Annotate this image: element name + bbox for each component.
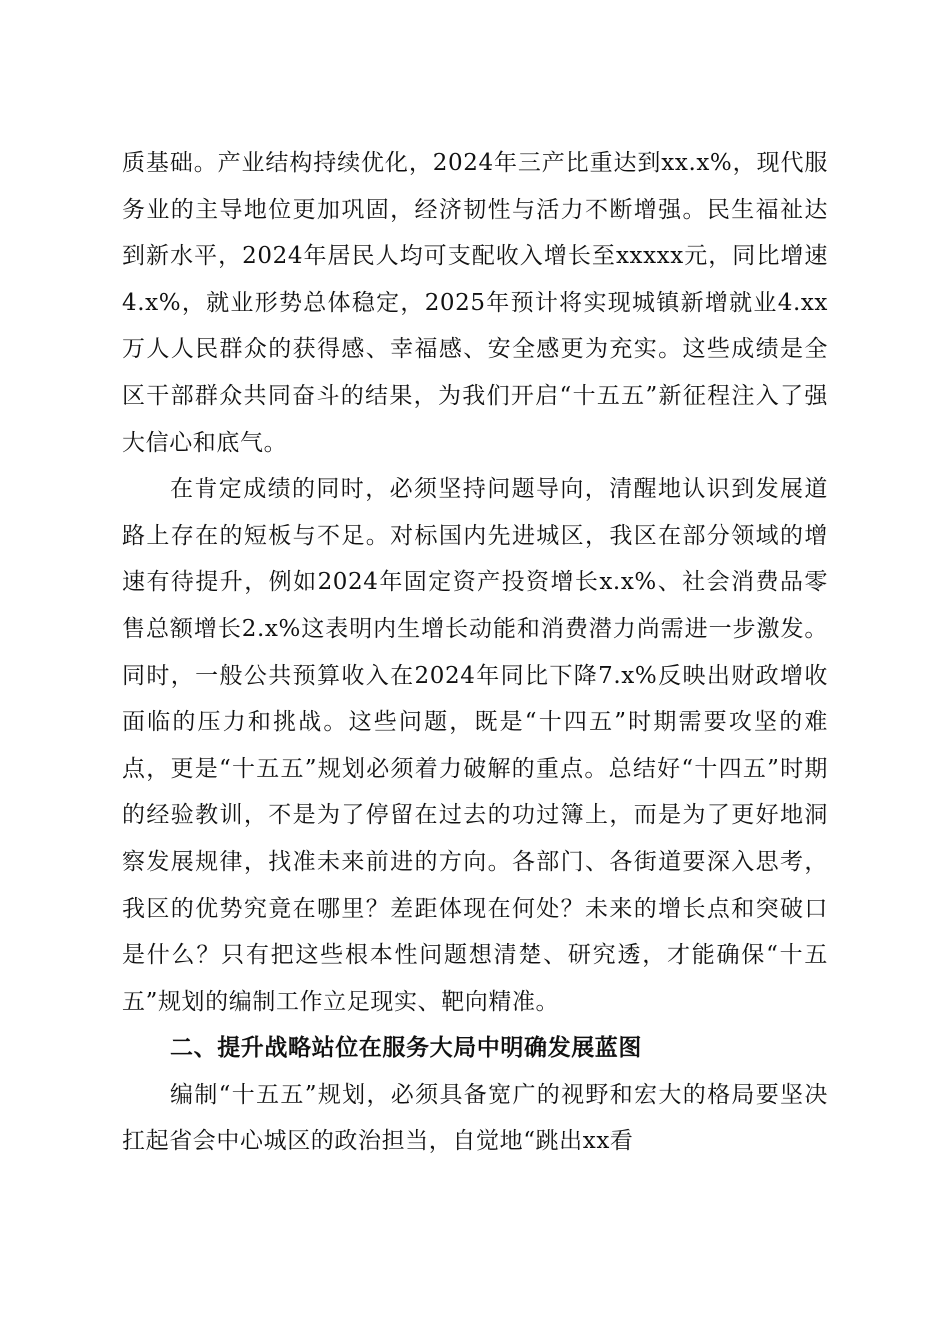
section-heading: 二、提升战略站位在服务大局中明确发展蓝图 <box>170 1035 642 1062</box>
paragraph-problems: 在肯定成绩的同时，必须坚持问题导向，清醒地认识到发展道路上存在的短板与不足。对标国内先进城区，我区在部分领域的增速有待提升，例如2024年固定资产投资增长x.x%、社会消费品零售总额增长2.x%这表明内生增长动能和消费潜力尚需进一步激发。同时，一般公共预算收入在2024年同比下降7.x%反映出财政增收面临的压力和挑战。这些问题，既是“十四五”时期需要攻坚的难点，更是“十五五”规划必须着力破解的重点。总结好“十四五”时期的经验教训，不是为了停留在过去的功过簿上，而是为了更好地洞察发展规律，找准未来前进的方向。各部门、各街道要深入思考，我区的优势究竟在哪里？差距体现在何处？未来的增长点和突破口是什么？只有把这些根本性问题想清楚、研究透，才能确保“十五五”规划的编制工作立足现实、靶向精准。 <box>122 476 828 1015</box>
paragraph-strategy: 编制“十五五”规划，必须具备宽广的视野和宏大的格局要坚决扛起省会中心城区的政治担当，自觉地“跳出xx看 <box>122 1081 828 1155</box>
paragraph-achievements: 质基础。产业结构持续优化，2024年三产比重达到xx.x%，现代服务业的主导地位更加巩固，经济韧性与活力不断增强。民生福祉达到新水平，2024年居民人均可支配收入增长至xxxxx元，同比增速4.x%，就业形势总体稳定，2025年预计将实现城镇新增就业4.xx万人人民群众的获得感、幸福感、安全感更为充实。这些成绩是全区干部群众共同奋斗的结果，为我们开启“十五五”新征程注入了强大信心和底气。 <box>122 150 828 456</box>
document-body <box>122 140 828 1165</box>
